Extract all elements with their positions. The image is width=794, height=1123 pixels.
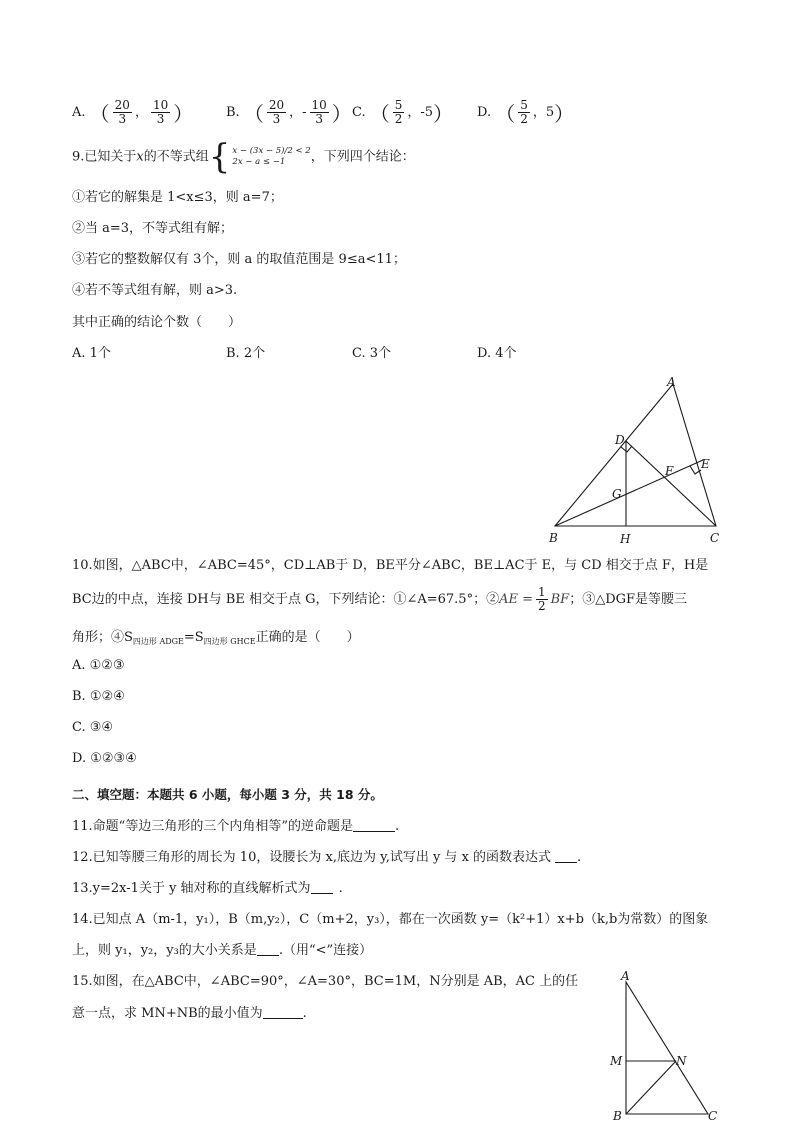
q9-question: 其中正确的结论个数（ ） xyxy=(72,315,242,330)
q9-stem: 9.已知关于x的不等式组{ x − (3x − 5)/2 < 2 2x − a ≤ −1 ，下列四个结论： xyxy=(72,137,415,177)
label-g: G xyxy=(612,487,622,501)
q9-conclusion-4: ④若不等式组有解，则 a>3. xyxy=(72,283,238,298)
triangle-figure-q10 xyxy=(540,370,730,550)
q9-conclusion-3: ③若它的整数解仅有 3个，则 a 的取值范围是 9≤a<11； xyxy=(72,252,406,267)
label-a: A xyxy=(667,375,676,389)
segment-cd xyxy=(626,441,716,526)
q10-line-3: 角形；$④S_{四边形 ADGE}=S_{四边形 GHCE}$正确的是（ ） xyxy=(72,630,360,646)
q10-option-c: C. ③④ xyxy=(72,720,114,735)
fraction: $\frac{20}{3}$ xyxy=(268,98,285,126)
segment-nb xyxy=(626,1061,676,1114)
answer-blank[interactable] xyxy=(555,862,577,863)
q8-option-b: B. （ $\frac{20}{3}$ ，- $\frac{10}{3}$ ） xyxy=(226,98,352,126)
label-h: H xyxy=(620,532,631,546)
q8-options xyxy=(72,98,712,134)
label-f: F xyxy=(665,464,674,478)
q8-option-d: D. （ $\frac{5}{2}$ ，5） xyxy=(477,98,575,126)
fraction: $\frac{10}{3}$ xyxy=(152,98,169,126)
triangle-abc xyxy=(555,384,716,526)
label-c: C xyxy=(710,531,720,545)
fraction: $\frac{1}{2}$ xyxy=(537,585,546,613)
triangle-figure-q15 xyxy=(600,968,730,1123)
q9-option-a: A. 1个 xyxy=(72,346,111,361)
q10-option-b: B. ①②④ xyxy=(72,689,125,704)
q11: 11.命题“等边三角形的三个内角相等”的逆命题是 . xyxy=(72,819,400,834)
q15-line-2: 意一点，求 MN+NB的最小值为 . xyxy=(72,1006,307,1021)
answer-blank[interactable] xyxy=(257,955,279,956)
q8-option-a: A. （ $\frac{20}{3}$ ， $\frac{10}{3}$ ） xyxy=(72,98,194,126)
q10-option-a: A. ①②③ xyxy=(72,658,125,673)
section-title-fill-in: 二、填空题：本题共 6 小题，每小题 3 分，共 18 分。 xyxy=(72,787,383,802)
fraction: $\frac{20}{3}$ xyxy=(114,98,130,126)
q13: 13.y=2x-1关于 y 轴对称的直线解析式为 . xyxy=(72,881,343,896)
fraction: $\frac{5}{2}$ xyxy=(520,98,528,126)
label-a: A xyxy=(621,969,630,983)
label-e: E xyxy=(701,457,710,471)
q9-conclusion-2: ②当 a=3，不等式组有解； xyxy=(72,221,234,236)
answer-blank[interactable] xyxy=(311,893,333,894)
q10-option-d: D. ①②③④ xyxy=(72,751,137,766)
fraction: $\frac{5}{2}$ xyxy=(394,98,403,126)
fraction: $\frac{10}{3}$ xyxy=(311,98,327,126)
q8-option-c: C. （ $\frac{5}{2}$ ，-5） xyxy=(352,98,454,126)
label-b: B xyxy=(613,1109,622,1123)
answer-blank[interactable] xyxy=(263,1018,303,1019)
triangle-abc xyxy=(626,982,708,1114)
label-b: B xyxy=(549,531,558,545)
q9-option-c: C. 3个 xyxy=(352,346,392,361)
q14-line-1: 14.已知点 A（m-1，y₁），B（m,y₂），C（m+2，y₃），都在一次函数 y=（k²+1）x+b（k,b为常数）的图象 xyxy=(72,912,709,927)
label-m: M xyxy=(610,1054,623,1068)
q10-line-2: BC边的中点，连接 DH与 BE 相交于点 G，下列结论：①∠A=67.5°；②AE = $\frac{1}{2}$ BF；③△DGF是等腰三 xyxy=(72,585,688,613)
label-c: C xyxy=(708,1109,718,1123)
q10-line-1: 10.如图，△ABC中，∠ABC=45°，CD⊥AB于 D，BE平分∠ABC，BE⊥AC于 E，与 CD 相交于点 F，H是 xyxy=(72,558,709,573)
q12: 12.已知等腰三角形的周长为 10，设腰长为 x,底边为 y,试写出 y 与 x 的函数表达式 . xyxy=(72,850,582,865)
q9-conclusion-1: ①若它的解集是 1<x≤3，则 a=7； xyxy=(72,190,283,205)
label-n: N xyxy=(676,1054,687,1068)
answer-blank[interactable] xyxy=(353,831,395,832)
q15-line-1: 15.如图，在△ABC中，∠ABC=90°，∠A=30°，BC=1M，N分别是 AB，AC 上的任 xyxy=(72,974,579,989)
q14-line-2: 上，则 y₁，y₂，y₃的大小关系是 .（用“<”连接） xyxy=(72,943,373,958)
q9-option-b: B. 2个 xyxy=(226,346,266,361)
inequality-system: x − (3x − 5)/2 < 2 2x − a ≤ −1 xyxy=(232,146,311,167)
q9-option-d: D. 4个 xyxy=(477,346,517,361)
label-d: D xyxy=(615,433,625,447)
